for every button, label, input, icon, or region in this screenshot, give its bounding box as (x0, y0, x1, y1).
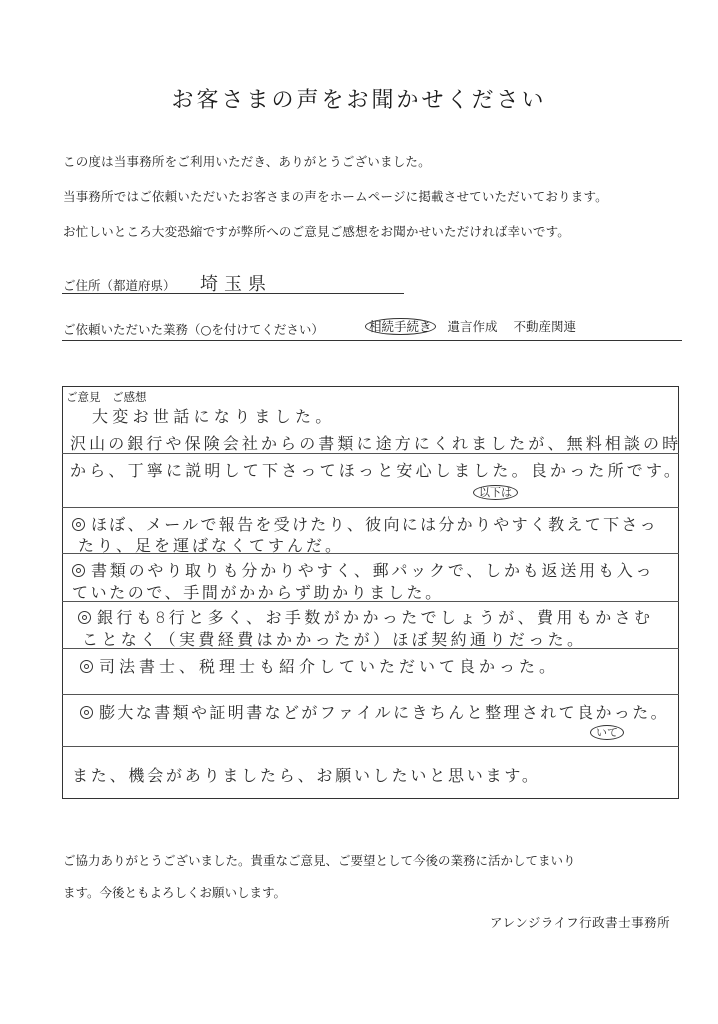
double-circle-bullet-icon (78, 611, 91, 624)
closing-line-1: ご協力ありがとうございました。貴重なご意見、ご要望として今後の業務に活かしてまいり (63, 853, 576, 868)
double-circle-bullet-icon (72, 518, 85, 531)
feedback-item-2a: 書類のやり取りも分かりやすく、郵パックで、しかも返送用も入っ (72, 558, 654, 581)
feedback-item-2b: ていたので、手間がかからず助かりました。 (72, 583, 444, 602)
feedback-item-1a: ほぼ、メールで報告を受けたり、彼向には分かりやすく教えて下さっ (72, 512, 658, 535)
annotation-below-line3: 以下は (473, 484, 518, 500)
intro-line-1: この度は当事務所をご利用いただき、ありがとうございました。 (63, 154, 431, 169)
address-label: ご住所（都道府県） (63, 278, 176, 293)
address-underline (62, 293, 404, 294)
closing-line-2: ます。今後ともよろしくお願いします。 (63, 885, 287, 900)
annotation-below-line10: いて (590, 724, 624, 740)
double-circle-bullet-icon (72, 564, 85, 577)
feedback-item-3a: 銀行も8行と多く、お手数がかかったでしょうが、費用もかさむ (78, 605, 653, 628)
services-underline (62, 340, 682, 341)
service-option-will[interactable]: 遺言作成 (447, 319, 498, 334)
feedback-closing-line: また、機会がありましたら、お願いしたいと思います。 (72, 766, 541, 785)
feedback-line-1: 大変お世話になりました。 (92, 407, 336, 426)
feedback-line-3: から、丁寧に説明して下さってほっと安心しました。良かった所です。 (70, 461, 684, 480)
address-value[interactable]: 埼玉県 (200, 274, 272, 295)
feedback-item-4: 司法書士、税理士も紹介していただいて良かった。 (80, 654, 559, 677)
feedback-item-3b: ことなく（実費経費はかかったが）ほぼ契約通りだった。 (82, 630, 587, 649)
office-signature: アレンジライフ行政書士事務所 (490, 915, 671, 930)
ruled-line (62, 746, 679, 747)
feedback-line-2: 沢山の銀行や保険会社からの書類に途方にくれましたが、無料相談の時 (70, 434, 682, 453)
double-circle-bullet-icon (80, 706, 93, 719)
feedback-item-1b: たり、足を運ばなくてすんだ。 (78, 536, 345, 555)
ruled-line (62, 694, 679, 695)
ruled-line (62, 507, 679, 508)
page-title: お客さまの声をお聞かせください (171, 88, 547, 113)
service-option-inheritance[interactable]: 相続手続き (365, 318, 436, 335)
intro-line-2: 当事務所ではご依頼いただいたお客さまの声をホームページに掲載させていただいております。 (63, 189, 608, 204)
feedback-item-5: 膨大な書類や証明書などがファイルにきちんと整理されて良かった。 (80, 700, 669, 723)
double-circle-bullet-icon (80, 660, 93, 673)
service-option-real-estate[interactable]: 不動産関連 (513, 319, 577, 334)
feedback-label: ご意見 ご感想 (66, 390, 147, 404)
intro-line-3: お忙しいところ大変恐縮ですが弊所へのご意見ご感想をお聞かせいただければ幸いです。 (63, 224, 571, 239)
services-options (365, 317, 576, 335)
services-label: ご依頼いただいた業務（○を付けてください） (63, 322, 324, 337)
